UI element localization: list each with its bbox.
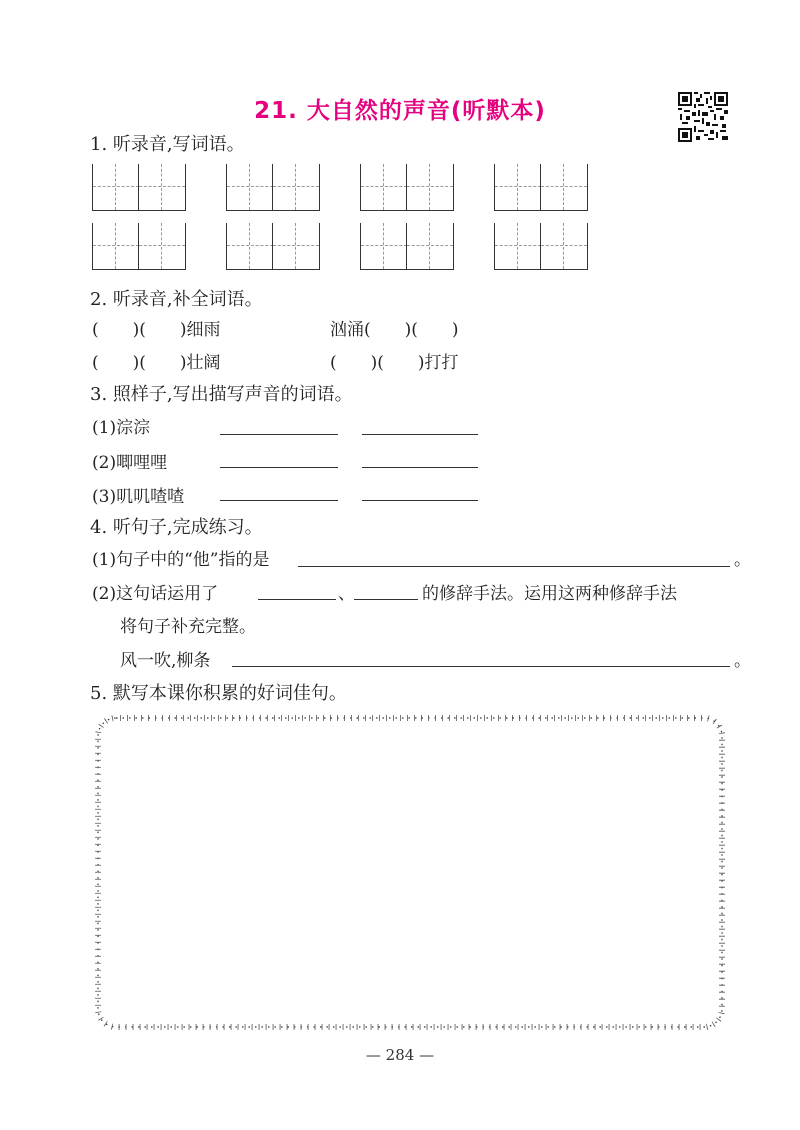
grid-cell[interactable] [227,164,273,210]
q4-part2-text-cont: 的修辞手法。运用这两种修辞手法 [422,584,677,604]
question-2: 2. 听录音,补全词语。 [90,289,263,310]
answer-line[interactable] [298,566,730,567]
grid-cell[interactable] [406,164,452,210]
grid-cell[interactable] [495,164,541,210]
grid-cell[interactable] [93,164,139,210]
grid-cell[interactable] [361,223,407,269]
answer-line[interactable] [354,599,418,600]
sentence-start: 风一吹,柳条 [120,651,211,671]
answer-line[interactable] [220,467,338,468]
period: 。 [734,651,751,671]
writing-grid[interactable] [226,164,320,211]
grid-cell[interactable] [272,164,318,210]
writing-grid[interactable] [494,164,588,211]
grid-cell[interactable] [540,164,586,210]
answer-line[interactable] [220,434,338,435]
page-number: — 284 — [365,1046,435,1064]
grid-cell[interactable] [540,223,586,269]
fill-blank-1[interactable]: ( )( )细雨 [92,320,221,340]
grid-cell[interactable] [93,223,139,269]
page-title: 21. 大自然的声音(听默本) [254,98,546,124]
q4-part1-text: (1)句子中的“他”指的是 [92,550,270,570]
grid-cell[interactable] [495,223,541,269]
fill-blank-4[interactable]: ( )( )打打 [330,353,459,373]
fill-blank-2[interactable]: 汹涌( )( ) [330,320,459,340]
answer-line[interactable] [258,599,336,600]
separator: 、 [338,584,355,604]
answer-line[interactable] [220,500,338,501]
answer-line[interactable] [362,500,478,501]
q4-part2-instruction: 将句子补充完整。 [120,617,256,637]
grid-cell[interactable] [272,223,318,269]
question-1: 1. 听录音,写词语。 [90,134,245,155]
answer-box[interactable] [90,710,730,1035]
grid-cell[interactable] [227,223,273,269]
writing-grid[interactable] [92,164,186,211]
grid-cell[interactable] [138,164,184,210]
grid-cell[interactable] [138,223,184,269]
example-word-1: (1)淙淙 [92,418,151,438]
example-word-2: (2)唧哩哩 [92,453,168,473]
answer-line[interactable] [362,434,478,435]
writing-grid[interactable] [226,223,320,270]
question-5: 5. 默写本课你积累的好词佳句。 [90,683,347,704]
writing-grid[interactable] [92,223,186,270]
q4-part2-text: (2)这句话运用了 [92,584,219,604]
fill-blank-3[interactable]: ( )( )壮阔 [92,353,221,373]
grid-cell[interactable] [406,223,452,269]
writing-grid[interactable] [360,223,454,270]
grid-cell[interactable] [361,164,407,210]
period: 。 [734,550,751,570]
answer-line[interactable] [362,467,478,468]
writing-grid[interactable] [494,223,588,270]
answer-line[interactable] [232,666,730,667]
qr-code [678,92,728,142]
example-word-3: (3)叽叽喳喳 [92,487,185,507]
question-3: 3. 照样子,写出描写声音的词语。 [90,384,353,405]
question-4: 4. 听句子,完成练习。 [90,517,263,538]
writing-grid[interactable] [360,164,454,211]
